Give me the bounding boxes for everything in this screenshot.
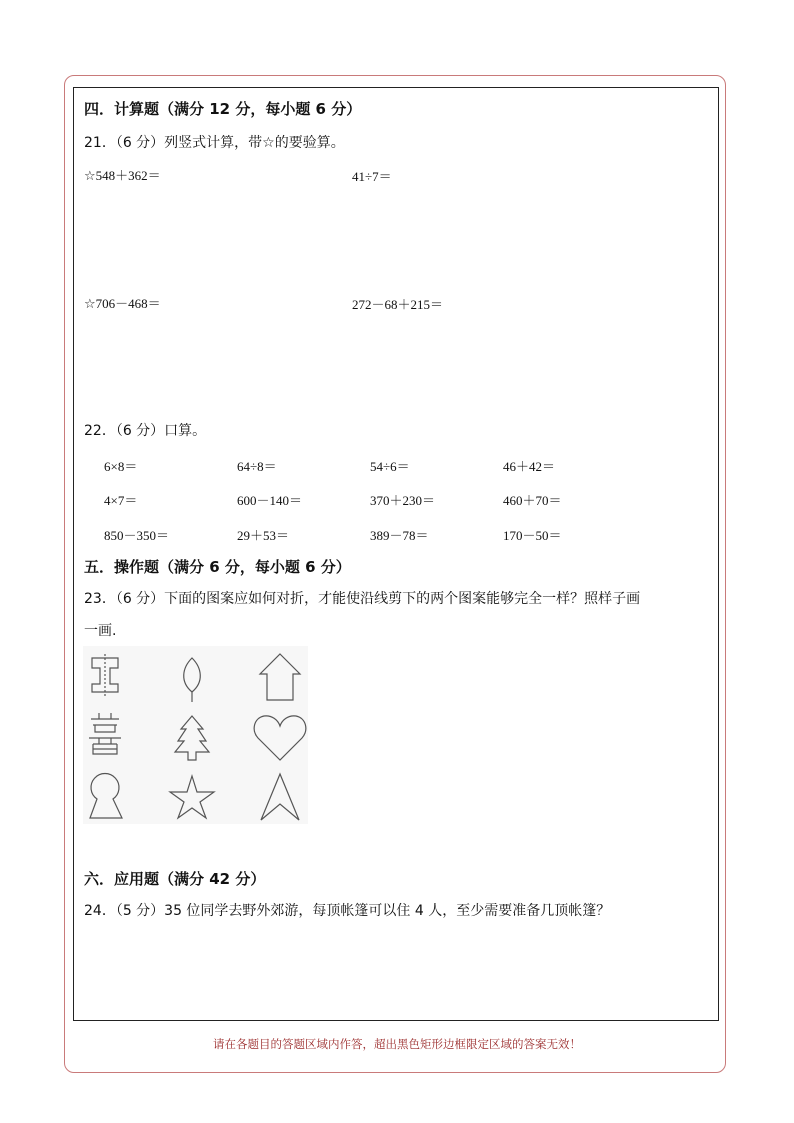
keyhole-shape (90, 774, 122, 818)
footer-notice: 请在各题目的答题区域内作答，超出黑色矩形边框限定区域的答案无效！ (213, 1037, 581, 1051)
question-23-stem-line2: 一画. (84, 623, 117, 639)
question-21-stem: 21．（6 分）列竖式计算，带☆的要验算。 (84, 135, 345, 151)
symmetry-figures (83, 646, 308, 824)
oral-calc-item: 64÷8＝ (237, 459, 277, 474)
q21-item-4: 272－68＋215＝ (352, 297, 444, 312)
section-4-title: 四．计算题（满分 12 分，每小题 6 分） (84, 100, 362, 118)
house-arrow-shape (260, 654, 300, 700)
oral-calc-item: 600－140＝ (237, 493, 303, 508)
section-6-title: 六．应用题（满分 42 分） (84, 870, 266, 888)
oral-calc-item: 4×7＝ (104, 493, 138, 508)
leaf-shape (184, 658, 201, 702)
q21-item-2: 41÷7＝ (352, 169, 392, 184)
star-shape (170, 776, 214, 818)
equation: 706－468＝ (95, 296, 161, 311)
q21-item-1 (84, 165, 161, 184)
oral-calc-item: 29＋53＝ (237, 528, 290, 543)
question-24-stem: 24．（5 分）35 位同学去野外郊游，每顶帐篷可以住 4 人，至少需要准备几顶帐篷？ (84, 903, 611, 919)
oral-calc-item: 370＋230＝ (370, 493, 436, 508)
star-icon: ☆ (84, 297, 96, 312)
q21-item-3 (84, 293, 161, 312)
section-5-title: 五．操作题（满分 6 分，每小题 6 分） (84, 558, 351, 576)
oral-calc-item: 460＋70＝ (503, 493, 562, 508)
question-23-stem-line1: 23．（6 分）下面的图案应如何对折，才能使沿线剪下的两个图案能够完全一样？照样子画 (84, 591, 641, 607)
tree-shape (175, 716, 209, 760)
question-22-stem: 22．（6 分）口算。 (84, 423, 207, 439)
double-happiness-shape (89, 713, 121, 754)
i-beam-shape (92, 654, 118, 696)
oral-calc-item: 389－78＝ (370, 528, 429, 543)
oral-calc-item: 6×8＝ (104, 459, 138, 474)
heart-shape (254, 716, 306, 760)
arrowhead-shape (261, 774, 299, 820)
star-icon: ☆ (84, 169, 96, 184)
oral-calc-item: 46＋42＝ (503, 459, 556, 474)
oral-calc-item: 850－350＝ (104, 528, 170, 543)
oral-calc-item: 54÷6＝ (370, 459, 410, 474)
equation: 548＋362＝ (95, 168, 161, 183)
oral-calc-item: 170－50＝ (503, 528, 562, 543)
